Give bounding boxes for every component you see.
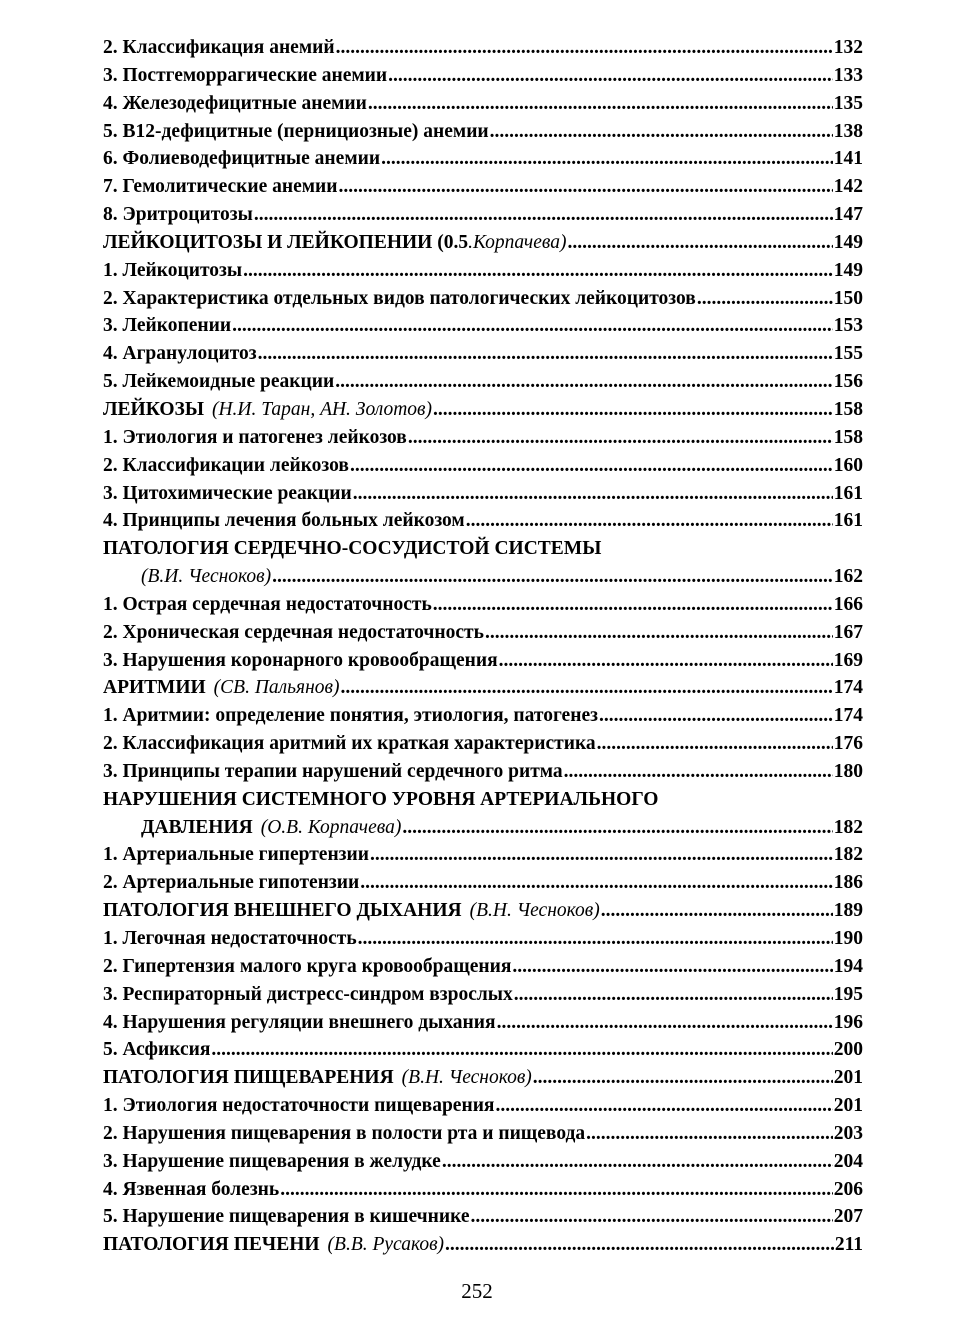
toc-entry-author: (В.В. Русаков) <box>327 1234 445 1256</box>
toc-entry-title: 4. Агранулоцитоз <box>103 343 257 365</box>
toc-dot-leader <box>408 424 833 452</box>
toc-entry-title: 3. Нарушения коронарного кровообращения <box>103 649 498 671</box>
toc-entry-page: 156 <box>833 371 863 393</box>
toc-entry-title: ПАТОЛОГИЯ ВНЕШНЕГО ДЫХАНИЯ <box>103 900 462 922</box>
toc-entry <box>103 730 863 758</box>
toc-entry-page: 174 <box>833 677 863 699</box>
toc-dot-leader <box>381 145 833 173</box>
toc-entry-title: 1. Легочная недостаточность <box>103 928 357 949</box>
toc-entry-title: 5. В12-дефицитные (пернициозные) анемии <box>103 120 489 142</box>
toc-entry-page: 147 <box>833 204 863 226</box>
toc-entry-title: 1. Лейкоцитозы <box>103 259 243 281</box>
toc-dot-leader <box>339 173 833 201</box>
toc-dot-leader <box>388 62 833 90</box>
toc-entry <box>103 869 863 897</box>
toc-dot-leader <box>280 1176 833 1204</box>
toc-entry-title: ЛЕЙКОЦИТОЗЫ И ЛЕЙКОПЕНИИ (0.5 <box>103 231 469 253</box>
toc-entry-page: 201 <box>833 1067 863 1089</box>
toc-entry-page: 180 <box>833 760 863 782</box>
toc-entry-author: .Корпачева) <box>468 231 567 253</box>
toc-entry <box>103 814 863 842</box>
toc-entry-author: (СВ. Пальянов) <box>213 677 340 699</box>
toc-entry <box>103 340 863 368</box>
toc-entry-title: ПАТОЛОГИЯ СЕРДЕЧНО-СОСУДИСТОЙ СИСТЕМЫ <box>103 538 602 560</box>
toc-entry <box>103 312 863 340</box>
toc-entry-title: 2. Гипертензия малого круга кровообращения <box>103 955 512 977</box>
toc-entry-page: 196 <box>833 1011 863 1033</box>
toc-entry-title: ПАТОЛОГИЯ ПЕЧЕНИ <box>103 1234 320 1256</box>
toc-dot-leader <box>597 730 833 758</box>
toc-entry-author: (Н.И. Таран, АН. Золотов) <box>211 398 433 420</box>
toc-entry <box>103 1120 863 1148</box>
toc-dot-leader <box>360 869 833 897</box>
toc-entry <box>103 507 863 535</box>
toc-dot-leader <box>466 507 833 535</box>
toc-dot-leader <box>340 674 832 702</box>
toc-dot-leader <box>350 452 833 480</box>
toc-entry-title: 4. Принципы лечения больных лейкозом <box>103 510 465 532</box>
toc-entry <box>103 90 863 118</box>
toc-entry-title: 2. Артериальные гипотензии <box>103 872 360 894</box>
toc-dot-leader <box>272 563 833 591</box>
toc-dot-leader <box>433 396 833 424</box>
toc-entry-page: 201 <box>833 1095 863 1117</box>
toc-entry-title: 5. Лейкемоидные реакции <box>103 371 335 393</box>
toc-entry <box>103 1092 863 1120</box>
toc-entry-title: 7. Гемолитические анемии <box>103 176 338 198</box>
toc-entry <box>103 674 863 702</box>
toc-entry-title: 2. Нарушения пищеварения в полости рта и пищевода <box>103 1122 586 1144</box>
toc-entry-page: 182 <box>833 844 863 866</box>
toc-dot-leader <box>601 897 833 925</box>
toc-entry-page: 141 <box>833 148 863 170</box>
toc-entry <box>103 953 863 981</box>
toc-entry <box>103 702 863 730</box>
toc-entry-page: 132 <box>833 37 863 58</box>
toc-dot-leader <box>258 340 833 368</box>
toc-entry <box>103 145 863 173</box>
toc-entry-page: 160 <box>833 454 863 476</box>
toc-entry-page: 138 <box>833 120 863 142</box>
toc-entry-title: 5. Асфиксия <box>103 1039 211 1061</box>
toc-entry <box>103 1176 863 1204</box>
toc-entry-page: 176 <box>833 733 863 755</box>
toc-entry-title: 3. Нарушение пищеварения в желудке <box>103 1150 441 1172</box>
toc-dot-leader <box>533 1064 833 1092</box>
toc-entry <box>103 591 863 619</box>
toc-entry-page: 161 <box>833 510 863 532</box>
toc-entry-page: 162 <box>833 566 863 588</box>
toc-entry-title: 4. Нарушения регуляции внешнего дыхания <box>103 1011 496 1033</box>
toc-dot-leader <box>471 1203 833 1231</box>
toc-entry-page: 174 <box>833 705 863 727</box>
toc-entry-page: 158 <box>833 426 863 448</box>
toc-entry-page: 155 <box>833 343 863 365</box>
toc-entry-title: 3. Принципы терапии нарушений сердечного ритма <box>103 760 563 782</box>
toc-entry-page: 190 <box>833 928 863 949</box>
toc-entry-author: (В.Н. Чесноков) <box>469 900 600 922</box>
toc-entry-title: ДАВЛЕНИЯ <box>141 816 253 838</box>
toc-entry-author: (В.И. Чесноков) <box>141 566 272 588</box>
toc-entry <box>103 368 863 396</box>
toc-entry <box>103 647 863 675</box>
toc-entry-page: 149 <box>833 231 863 253</box>
toc-entry <box>103 897 863 925</box>
toc-entry <box>103 1064 863 1092</box>
toc-dot-leader <box>211 1036 832 1064</box>
toc-dot-leader <box>358 925 833 953</box>
toc-entry-title: 2. Классификации лейкозов <box>103 454 349 476</box>
toc-entry-title: 3. Цитохимические реакции <box>103 482 352 504</box>
toc-entry-title: 2. Хроническая сердечная недостаточность <box>103 621 484 643</box>
toc-entry-title: 3. Респираторный дистресс-синдром взрослых <box>103 983 513 1005</box>
toc-entry <box>103 619 863 647</box>
toc-dot-leader <box>512 953 832 981</box>
toc-entry-page: 189 <box>833 900 863 922</box>
toc-entry <box>103 1203 863 1231</box>
toc-entry <box>103 535 863 563</box>
toc-dot-leader <box>442 1148 833 1176</box>
table-of-contents <box>103 34 863 1259</box>
toc-dot-leader <box>254 201 833 229</box>
toc-dot-leader <box>490 118 833 146</box>
toc-dot-leader <box>445 1231 834 1259</box>
toc-entry-page: 166 <box>833 593 863 615</box>
toc-entry-page: 186 <box>833 872 863 894</box>
toc-entry-page: 169 <box>833 649 863 671</box>
toc-entry-page: 206 <box>833 1178 863 1200</box>
page-number: 252 <box>461 1279 493 1303</box>
toc-entry <box>103 34 863 62</box>
toc-entry <box>103 1148 863 1176</box>
toc-dot-leader <box>564 758 833 786</box>
toc-dot-leader <box>496 1092 833 1120</box>
toc-entry <box>103 786 863 814</box>
toc-entry <box>103 1036 863 1064</box>
toc-dot-leader <box>514 981 833 1009</box>
toc-entry <box>103 201 863 229</box>
toc-dot-leader <box>370 841 833 869</box>
toc-entry <box>103 173 863 201</box>
toc-entry <box>103 396 863 424</box>
toc-entry <box>103 480 863 508</box>
toc-entry-title: 4. Железодефицитные анемии <box>103 92 367 114</box>
toc-entry-page: 135 <box>833 92 863 114</box>
toc-entry-title: 2. Характеристика отдельных видов патологических лейкоцитозов <box>103 287 696 309</box>
toc-entry-author: (В.Н. Чесноков) <box>401 1067 532 1089</box>
toc-dot-leader <box>567 229 832 257</box>
toc-entry-page: 182 <box>833 816 863 838</box>
toc-dot-leader <box>497 1009 833 1037</box>
toc-entry-title: 6. Фолиеводефицитные анемии <box>103 148 381 170</box>
toc-dot-leader <box>599 702 833 730</box>
toc-dot-leader <box>243 257 833 285</box>
toc-entry-page: 150 <box>833 287 863 309</box>
toc-dot-leader <box>353 480 833 508</box>
toc-entry-page: 207 <box>833 1206 863 1228</box>
toc-entry-title: 2. Классификация анемий <box>103 37 335 58</box>
toc-entry-page: 211 <box>834 1234 863 1256</box>
toc-entry-page: 204 <box>833 1150 863 1172</box>
toc-entry <box>103 285 863 313</box>
toc-entry <box>103 118 863 146</box>
toc-entry-title: ЛЕЙКОЗЫ <box>103 398 204 420</box>
toc-dot-leader <box>402 814 832 842</box>
toc-entry-title: АРИТМИИ <box>103 677 206 699</box>
toc-entry-page: 200 <box>833 1039 863 1061</box>
toc-entry <box>103 229 863 257</box>
toc-dot-leader <box>586 1120 833 1148</box>
toc-entry <box>103 841 863 869</box>
toc-entry-title: 4. Язвенная болезнь <box>103 1178 280 1200</box>
toc-entry-title: 1. Аритмии: определение понятия, этиология, патогенез <box>103 705 598 727</box>
toc-entry-title: ПАТОЛОГИЯ ПИЩЕВАРЕНИЯ <box>103 1067 394 1089</box>
toc-entry <box>103 563 863 591</box>
toc-dot-leader <box>335 368 833 396</box>
toc-entry <box>103 758 863 786</box>
toc-dot-leader <box>697 285 833 313</box>
toc-dot-leader <box>232 312 833 340</box>
toc-entry <box>103 981 863 1009</box>
toc-entry <box>103 452 863 480</box>
toc-entry-title: 8. Эритроцитозы <box>103 204 253 226</box>
toc-entry-title: 3. Постгеморрагические анемии <box>103 64 388 86</box>
toc-entry-page: 142 <box>833 176 863 198</box>
toc-entry <box>103 1009 863 1037</box>
toc-dot-leader <box>433 591 833 619</box>
toc-dot-leader <box>336 34 833 62</box>
toc-entry-title: 1. Этиология и патогенез лейкозов <box>103 426 407 448</box>
toc-entry-page: 203 <box>833 1122 863 1144</box>
toc-entry-title: 1. Этиология недостаточности пищеварения <box>103 1095 495 1117</box>
toc-entry-title: НАРУШЕНИЯ СИСТЕМНОГО УРОВНЯ АРТЕРИАЛЬНОГО <box>103 788 659 810</box>
toc-entry-title: 5. Нарушение пищеварения в кишечнике <box>103 1206 470 1228</box>
toc-entry-title: 3. Лейкопении <box>103 315 232 337</box>
toc-entry-page: 194 <box>833 955 863 977</box>
toc-entry-title: 2. Классификация аритмий их краткая характеристика <box>103 733 596 755</box>
toc-entry-page: 195 <box>833 983 863 1005</box>
toc-dot-leader <box>485 619 833 647</box>
toc-dot-leader <box>499 647 833 675</box>
toc-entry-page: 153 <box>833 315 863 337</box>
toc-entry <box>103 925 863 953</box>
toc-dot-leader <box>368 90 833 118</box>
toc-entry-title: 1. Артериальные гипертензии <box>103 844 369 866</box>
toc-entry <box>103 1231 863 1259</box>
toc-entry-page: 167 <box>833 621 863 643</box>
toc-entry-title: 1. Острая сердечная недостаточность <box>103 593 432 615</box>
toc-entry <box>103 62 863 90</box>
toc-entry <box>103 257 863 285</box>
toc-entry-page: 158 <box>833 398 863 420</box>
toc-entry-page: 161 <box>833 482 863 504</box>
toc-entry <box>103 424 863 452</box>
toc-entry-page: 133 <box>833 64 863 86</box>
toc-entry-page: 149 <box>833 259 863 281</box>
toc-entry-author: (О.В. Корпачева) <box>260 816 402 838</box>
